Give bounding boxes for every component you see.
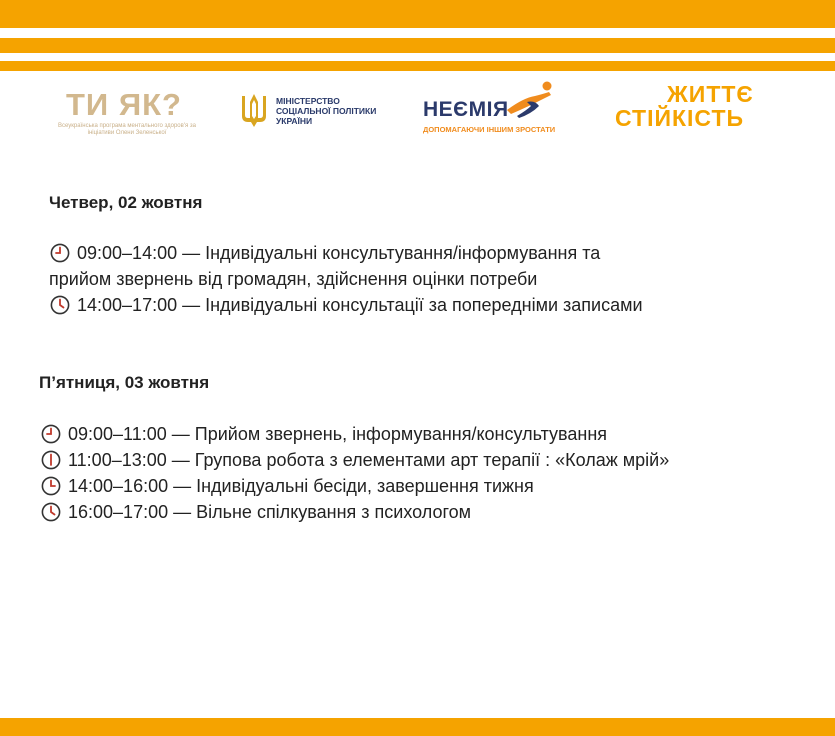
schedule-item (41, 447, 669, 473)
ministry-logo (240, 92, 390, 132)
ministry-line-2: СОЦІАЛЬНОЇ ПОЛІТИКИ (276, 106, 377, 116)
clock-icon (41, 450, 61, 470)
top-stripe-thin (0, 61, 835, 71)
clock-icon (41, 424, 61, 444)
tiyak-logo-title: ТИ ЯК? (66, 87, 182, 122)
ministry-logo-text (276, 96, 391, 126)
schedule-item-text: 14:00–17:00 — Індивідуальні консультації за попередніми записами (77, 295, 643, 315)
clock-icon (41, 502, 61, 522)
zhyttiestiikist-logo (615, 80, 785, 140)
neemia-logo-subtitle: ДОПОМАГАЮЧИ ІНШИМ ЗРОСТАТИ (423, 125, 556, 134)
schedule-item-text: 09:00–11:00 — Прийом звернень, інформування/консультування (68, 424, 608, 444)
day-1-title: Четвер, 02 жовтня (49, 193, 203, 212)
ministry-line-3: УКРАЇНИ (276, 116, 313, 126)
schedule-item (50, 292, 643, 318)
neemia-logo-title: НЕЄМІЯ (423, 98, 509, 121)
top-stripe-middle (0, 38, 835, 53)
zhyttie-line-2: СТІЙКІСТЬ (615, 105, 745, 131)
schedule-item-text: 11:00–13:00 — Групова робота з елементами арт терапії : «Колаж мрій» (68, 450, 670, 470)
ministry-line-1: МІНІСТЕРСТВО (276, 96, 340, 106)
day-2-title: П’ятниця, 03 жовтня (39, 373, 210, 392)
tiyak-logo (52, 86, 202, 142)
zhyttie-line-1: ЖИТТЄ (667, 81, 754, 107)
bottom-stripe (0, 718, 835, 736)
trident-icon (240, 92, 268, 128)
schedule-item (41, 473, 534, 499)
clock-icon (50, 243, 70, 263)
schedule-item-continuation: прийом звернень від громадян, здійснення оцінки потреби (49, 269, 538, 289)
partner-logos (0, 80, 835, 150)
schedule-item-text: 14:00–16:00 — Індивідуальні бесіди, завершення тижня (68, 476, 534, 496)
clock-icon (50, 295, 70, 315)
schedule-item-text: 09:00–14:00 — Індивідуальні консультування/інформування та (77, 243, 601, 263)
schedule-item (41, 499, 471, 525)
neemia-logo (420, 80, 560, 142)
clock-icon (41, 476, 61, 496)
schedule-item-text: 16:00–17:00 — Вільне спілкування з психологом (68, 502, 472, 522)
top-stripe (0, 0, 835, 28)
schedule-item (41, 421, 607, 447)
tiyak-logo-subtitle: Всеукраїнська програма ментального здоров'я за ініціативи Олени Зеленської (58, 123, 196, 136)
schedule-item (50, 240, 600, 266)
running-figure-icon (505, 80, 555, 120)
